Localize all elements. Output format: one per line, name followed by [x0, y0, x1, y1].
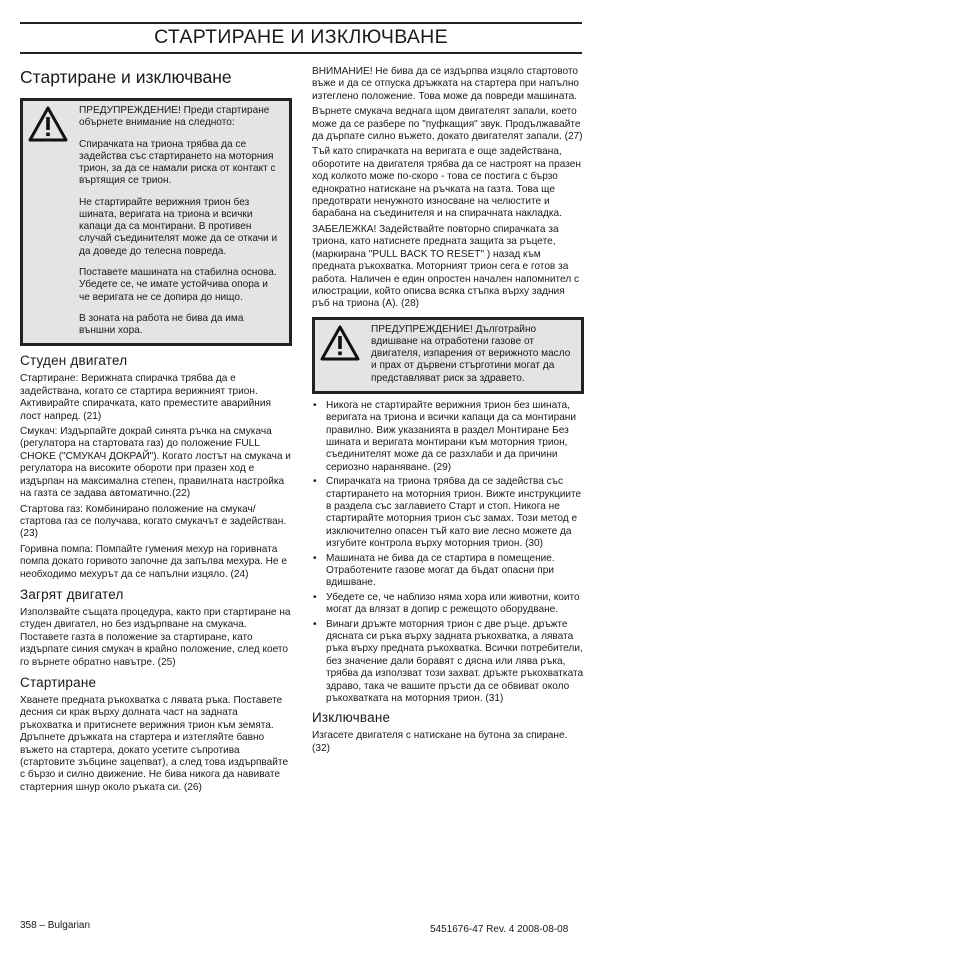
- safety-bullet-list: [312, 400, 584, 706]
- list-item-text: Винаги дръжте моторния трион с две ръце. дръжте дясната си ръка върху задната ръкохватка, а лявата ръка върху предната ръкохватка. Всички потребители, без значение дали боравят с дясна или лява ръка, трябва да използват този захват. дръжте ръкохватката здраво, така че вашите пръсти да се обвиват около ръкохватката на моторния трион. (31): [326, 618, 584, 705]
- bullet-marker: •: [313, 476, 317, 488]
- paragraph: Хванете предната ръкохватка с лявата ръка. Поставете десния си крак върху долната част на задната ръкохватка и притиснете верижния трион към земята. Дръпнете дръжката на стартера и изтегляйте бавно въжето на стартера, докато усетите съпротива (стартовите зъбцине зацепват), а след това издърпвайте с бързо и силно движение. Не бива никога да навивате стартерния шнур около ръката си. (26): [20, 694, 289, 793]
- list-item: [312, 400, 584, 474]
- list-item-text: Убедете се, че наблизо няма хора или животни, които могат да влязат в допир с режещото оборудване.: [326, 591, 580, 616]
- warning-triangle-icon: [320, 325, 360, 361]
- section-heading: Стартиране и изключване: [20, 67, 232, 87]
- page-title: СТАРТИРАНЕ И ИЗКЛЮЧВАНЕ: [154, 26, 448, 48]
- list-item: [312, 619, 584, 706]
- list-item: [312, 476, 584, 550]
- warning-text: ПРЕДУПРЕЖДЕНИЕ! Дълготрайно вдишване на отработени газове от двигателя, изпарения от верижното масло и прах от дървени стърготини могат да представляват риск за здравето.: [371, 323, 571, 384]
- list-item-text: Спирачката на триона трябва да се задейства със стартирането на моторния трион. Вижте инструкциите в раздела със заглавието Старт и стоп. Никога не стартирайте моторния трион със замах. Този метод е изключително опасен тъй като вие лесно можете да изгубите контрола върху моторния трион. (30): [326, 476, 582, 550]
- page-number: 358 – Bulgarian: [20, 920, 91, 931]
- right-column: [312, 66, 584, 758]
- bullet-marker: •: [313, 591, 317, 603]
- paragraph: Стартиране: Верижната спирачка трябва да е задействана, когато се стартира верижният трион. Активирайте спирачката, като преместите аварийния лост напред. (21): [20, 373, 271, 422]
- paragraph: ЗАБЕЛЕЖКА! Задействайте повторно спирачката за триона, като натиснете предната защита за ръцете, (маркирана "PULL BACK TO RESET" ) назад към предната ръкохватка. Моторният трион сега е готов за работа. Наличен е един опростен начален напомнител с илюстрации, който описва всяка стъпка върху задния ръб на триона (А). (28): [312, 223, 580, 310]
- warning-triangle-icon: [28, 106, 68, 142]
- paragraph: Върнете смукача веднага щом двигателят запали, което може да се разбере по "пуфкащия" звук. Продължавайте да дърпате силно въжето, докато двигателят запали. (27): [312, 106, 583, 143]
- warning-text: Спирачката на триона трябва да се задейства със стартирането на моторния трион, за да се намали риска от контакт с въртящия се трион.: [79, 138, 276, 187]
- paragraph: Горивна помпа: Помпайте гумения мехур на горивната помпа докато горивото започне да запълва мехура. Не е необходимо мехурът да се напълни изцяло. (24): [20, 543, 287, 580]
- left-column: [20, 66, 292, 797]
- warning-text: ПРЕДУПРЕЖДЕНИЕ! Преди стартиране обърнете внимание на следното:: [79, 105, 270, 129]
- warning-box-start: [20, 98, 292, 346]
- subheading-cold-engine: Студен двигател: [20, 353, 128, 369]
- list-item: [312, 553, 584, 590]
- list-item: [312, 592, 584, 617]
- paragraph: ВНИМАНИЕ! Не бива да се издърпва изцяло стартовото въже и да се отпуска дръжката на стартера при напълно изтеглено положение. Това може да повреди машината.: [312, 66, 580, 102]
- warning-text: Не стартирайте верижния трион без шината, веригата на триона и всички капаци да са монтирани. В противен случай съединителят може да се откачи и да доведе до телесна повреда.: [79, 196, 278, 257]
- paragraph: Смукач: Издърпайте докрай синята ръчка на смукача (регулатора на стартовата газ) до положение FULL CHOKE ("СМУКАЧ ДОКРАЙ"). Когато лостът на смукача и регулатора на високите обороти при празен ход е издърпан на максимална степен, правилната настройка на газта се задава автоматично.(22): [20, 426, 291, 500]
- document-revision: 5451676-47 Rev. 4 2008-08-08: [430, 924, 569, 935]
- paragraph: Тъй като спирачката на веригата е още задействана, оборотите на двигателя трябва да се настроят на празен ход колкото може по-скоро - това се постига с бързо еднократно натискане на ръчката на газта. Това ще предотврати ненужното износване на челюстите и барабана на съединителя и на спирачната накладка.: [312, 146, 581, 220]
- list-item-text: Машината не бива да се стартира в помещение. Отработените газове могат да бъдат опасни при вдишване.: [326, 552, 555, 589]
- subheading-starting: Стартиране: [20, 674, 97, 690]
- bullet-marker: •: [313, 552, 317, 564]
- bullet-marker: •: [313, 399, 317, 411]
- bullet-marker: •: [313, 618, 317, 630]
- paragraph: Използвайте същата процедура, както при стартиране на студен двигател, но без издърпване на смукача. Поставете газта в положение за стартиране, като издърпате синия смукач в крайно положение, след което го върнете обратно навътре. (25): [20, 606, 291, 668]
- warning-text: Поставете машината на стабилна основа. Убедете се, че имате устойчива опора и че веригата не се допира до нищо.: [79, 267, 277, 303]
- warning-text: В зоната на работа не бива да има външни хора.: [79, 313, 244, 337]
- list-item-text: Никога не стартирайте верижния трион без шината, веригата на триона и всички капаци да са монтирани правилно. Виж указанията в раздел Монтиране Без шината и веригата монтирани към моторния трион, съединителят може да се разхлаби и да причини сериозно нараняване. (29): [326, 399, 577, 473]
- warning-box-exhaust: [312, 317, 584, 394]
- paragraph: Стартова газ: Комбинирано положение на смукач/стартова газ се получава, когато смукачът е задействан. (23): [20, 503, 287, 540]
- paragraph: Изгасете двигателя с натискане на бутона за спиране. (32): [312, 730, 568, 754]
- header-rule-bottom: [20, 52, 582, 54]
- subheading-warm-engine: Загрят двигател: [20, 586, 124, 602]
- subheading-stopping: Изключване: [312, 710, 391, 726]
